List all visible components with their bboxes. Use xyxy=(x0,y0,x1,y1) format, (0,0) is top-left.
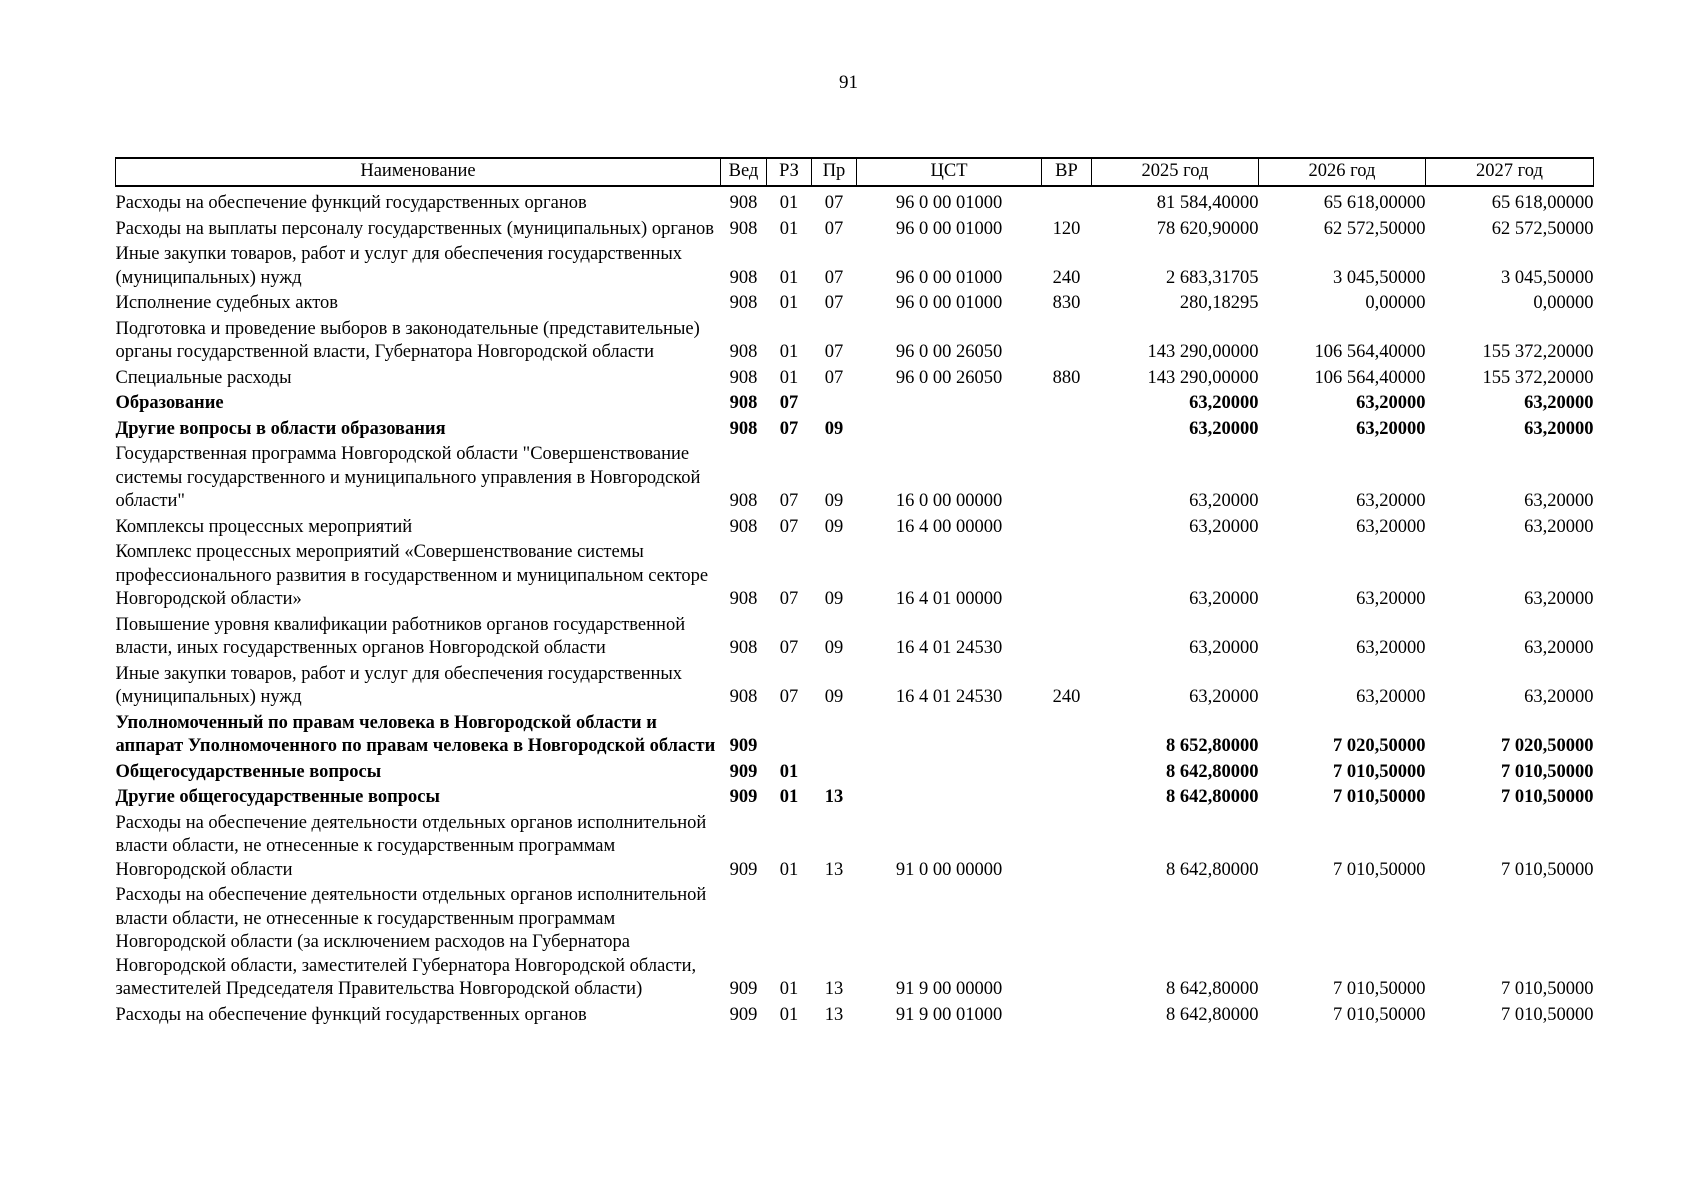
row-2025: 8 642,80000 xyxy=(1166,859,1259,880)
header-name: Наименование xyxy=(116,158,721,186)
row-2026: 65 618,00000 xyxy=(1323,193,1426,213)
row-2027: 63,20000 xyxy=(1524,418,1594,439)
table-row xyxy=(116,516,1594,542)
row-2025: 8 652,80000 xyxy=(1166,736,1259,756)
row-2025: 280,18295 xyxy=(1179,293,1259,313)
row-name: Расходы на обеспечение функций государственных органов xyxy=(115,193,587,213)
row-2026: 7 010,50000 xyxy=(1333,979,1426,999)
row-cst: 96 0 00 01000 xyxy=(895,267,1003,288)
row-vr xyxy=(1042,712,1092,761)
row-2025: 63,20000 xyxy=(1189,418,1259,439)
row-rz: 07 xyxy=(779,589,799,609)
row-name: Расходы на выплаты персоналу государственных (муниципальных) органов xyxy=(115,218,715,239)
row-2026: 7 010,50000 xyxy=(1333,787,1426,807)
table-row xyxy=(116,712,1594,761)
table-row xyxy=(116,884,1594,1004)
row-ved: 909 xyxy=(729,1004,758,1025)
row-pr: 09 xyxy=(824,638,844,658)
row-2026: 7 010,50000 xyxy=(1333,761,1426,782)
header-pr: Пр xyxy=(812,158,857,186)
row-2025: 63,20000 xyxy=(1189,393,1259,413)
row-vr xyxy=(1042,186,1092,218)
row-cst xyxy=(857,712,1042,761)
row-2027: 62 572,50000 xyxy=(1491,218,1594,239)
table-row xyxy=(116,761,1594,787)
row-2025: 143 290,00000 xyxy=(1147,367,1259,388)
row-rz: 01 xyxy=(779,367,799,388)
table-row xyxy=(116,186,1594,218)
row-vr xyxy=(1042,1004,1092,1030)
row-name: Расходы на обеспечение функций государственных органов xyxy=(115,1004,587,1025)
row-pr xyxy=(812,761,857,787)
header-rz: РЗ xyxy=(767,158,812,186)
row-pr: 13 xyxy=(824,859,844,880)
row-2027: 7 010,50000 xyxy=(1501,859,1594,880)
row-2026: 63,20000 xyxy=(1356,638,1426,658)
row-2027: 155 372,20000 xyxy=(1482,367,1594,388)
row-ved: 909 xyxy=(729,787,758,807)
row-ved: 908 xyxy=(729,342,758,362)
row-rz: 07 xyxy=(779,393,799,413)
row-vr xyxy=(1042,761,1092,787)
row-cst: 91 9 00 00000 xyxy=(895,979,1003,999)
row-2026: 63,20000 xyxy=(1356,393,1426,413)
row-rz: 01 xyxy=(779,193,799,213)
row-name: Повышение уровня квалификации работников органов государственной власти, иных государственных органов Новгородской области xyxy=(115,614,686,658)
row-name: Иные закупки товаров, работ и услуг для обеспечения государственных (муниципальных) нужд xyxy=(115,244,683,288)
row-2026: 7 010,50000 xyxy=(1333,859,1426,880)
row-rz: 01 xyxy=(779,293,799,313)
row-2027: 63,20000 xyxy=(1524,589,1594,609)
row-vr xyxy=(1042,884,1092,1004)
row-name: Расходы на обеспечение деятельности отдельных органов исполнительной власти области, не отнесенные к государственным программам Новгородской области (за исключением расходов на Губернатора Новгородской области, заместителей Губернатора Новгородской области, заместителей Председателя Правительства Новгородской области) xyxy=(115,885,707,999)
row-2026: 63,20000 xyxy=(1356,491,1426,511)
row-ved: 908 xyxy=(729,367,758,388)
table-row xyxy=(116,786,1594,812)
row-cst: 16 0 00 00000 xyxy=(895,491,1003,511)
row-2027: 155 372,20000 xyxy=(1482,342,1594,362)
row-rz: 01 xyxy=(779,267,799,288)
row-2026: 63,20000 xyxy=(1356,589,1426,609)
row-name: Образование xyxy=(115,393,224,413)
row-pr: 07 xyxy=(824,367,844,388)
row-name: Государственная программа Новгородской области "Совершенствование системы государственного и муниципального управления в Новгородской области" xyxy=(115,444,701,511)
row-cst: 16 4 00 00000 xyxy=(895,516,1003,537)
row-ved: 908 xyxy=(729,589,758,609)
header-cst: ЦСТ xyxy=(857,158,1042,186)
row-cst xyxy=(857,786,1042,812)
row-vr: 240 xyxy=(1052,267,1081,288)
row-rz: 01 xyxy=(779,761,799,782)
row-pr: 13 xyxy=(824,787,844,807)
row-cst xyxy=(857,761,1042,787)
table-header-row xyxy=(116,158,1594,186)
row-vr: 830 xyxy=(1052,293,1081,313)
row-2025: 8 642,80000 xyxy=(1166,1004,1259,1025)
row-2026: 7 010,50000 xyxy=(1333,1004,1426,1025)
table-row xyxy=(116,418,1594,444)
row-vr xyxy=(1042,418,1092,444)
row-2026: 106 564,40000 xyxy=(1314,342,1426,362)
row-ved: 909 xyxy=(729,979,758,999)
row-vr xyxy=(1042,392,1092,418)
row-vr xyxy=(1042,318,1092,367)
row-pr: 13 xyxy=(824,1004,844,1025)
row-cst: 96 0 00 26050 xyxy=(895,342,1003,362)
row-cst xyxy=(857,418,1042,444)
row-name: Другие вопросы в области образования xyxy=(115,418,446,439)
row-name: Иные закупки товаров, работ и услуг для обеспечения государственных (муниципальных) нужд xyxy=(115,663,683,707)
row-rz: 01 xyxy=(779,342,799,362)
row-ved: 908 xyxy=(729,293,758,313)
row-2026: 63,20000 xyxy=(1356,418,1426,439)
row-2027: 0,00000 xyxy=(1533,293,1594,313)
row-2025: 63,20000 xyxy=(1189,638,1259,658)
table-row xyxy=(116,812,1594,885)
row-rz: 07 xyxy=(779,491,799,511)
row-cst: 96 0 00 01000 xyxy=(895,293,1003,313)
table-row xyxy=(116,1004,1594,1030)
table-row xyxy=(116,318,1594,367)
row-vr xyxy=(1042,516,1092,542)
header-ved: Вед xyxy=(721,158,767,186)
row-2025: 8 642,80000 xyxy=(1166,787,1259,807)
row-2025: 8 642,80000 xyxy=(1166,979,1259,999)
row-2025: 78 620,90000 xyxy=(1156,218,1259,239)
row-2027: 3 045,50000 xyxy=(1501,267,1594,288)
row-2025: 63,20000 xyxy=(1189,491,1259,511)
row-2027: 63,20000 xyxy=(1524,516,1594,537)
row-cst: 91 0 00 00000 xyxy=(895,859,1003,880)
row-ved: 908 xyxy=(729,267,758,288)
row-rz xyxy=(767,712,812,761)
row-ved: 908 xyxy=(729,638,758,658)
row-pr xyxy=(812,712,857,761)
row-2026: 63,20000 xyxy=(1356,516,1426,537)
row-cst: 96 0 00 01000 xyxy=(895,218,1003,239)
row-2027: 7 020,50000 xyxy=(1501,736,1594,756)
header-2027: 2027 год xyxy=(1426,158,1594,186)
row-rz: 01 xyxy=(779,787,799,807)
header-2025: 2025 год xyxy=(1092,158,1259,186)
row-name: Расходы на обеспечение деятельности отдельных органов исполнительной власти области, не отнесенные к государственным программам Новгородской области xyxy=(115,812,707,880)
row-2025: 63,20000 xyxy=(1189,687,1259,707)
row-pr: 09 xyxy=(824,418,844,439)
row-cst xyxy=(857,392,1042,418)
row-vr: 880 xyxy=(1052,367,1081,388)
row-name: Уполномоченный по правам человека в Новгородской области и аппарат Уполномоченного по правам человека в Новгородской области xyxy=(115,712,716,756)
row-2025: 81 584,40000 xyxy=(1156,193,1259,213)
row-2026: 106 564,40000 xyxy=(1314,367,1426,388)
row-2025: 63,20000 xyxy=(1189,516,1259,537)
row-cst: 96 0 00 01000 xyxy=(895,193,1003,213)
row-pr: 07 xyxy=(824,218,844,239)
row-pr: 09 xyxy=(824,491,844,511)
row-name: Подготовка и проведение выборов в законодательные (представительные) органы государственной власти, Губернатора Новгородской области xyxy=(115,318,700,362)
row-vr xyxy=(1042,812,1092,885)
row-pr: 07 xyxy=(824,267,844,288)
row-cst: 16 4 01 24530 xyxy=(895,638,1003,658)
row-pr: 09 xyxy=(824,687,844,707)
row-name: Специальные расходы xyxy=(115,367,292,388)
row-2026: 3 045,50000 xyxy=(1333,267,1426,288)
row-cst: 96 0 00 26050 xyxy=(895,367,1003,388)
page-number: 91 xyxy=(839,72,858,93)
row-vr: 240 xyxy=(1052,687,1081,707)
row-ved: 909 xyxy=(729,736,758,756)
row-name: Другие общегосударственные вопросы xyxy=(115,787,440,807)
row-2027: 63,20000 xyxy=(1524,638,1594,658)
row-ved: 908 xyxy=(729,418,758,439)
row-2027: 7 010,50000 xyxy=(1501,1004,1594,1025)
row-pr: 13 xyxy=(824,979,844,999)
row-ved: 908 xyxy=(729,193,758,213)
table-row xyxy=(116,243,1594,292)
row-rz: 01 xyxy=(779,979,799,999)
row-vr: 120 xyxy=(1052,218,1081,239)
row-2026: 63,20000 xyxy=(1356,687,1426,707)
row-pr xyxy=(812,392,857,418)
row-name: Комплекс процессных мероприятий «Совершенствование системы профессионального развития в государственном и муниципальном секторе Новгородской области» xyxy=(115,542,709,609)
row-2027: 63,20000 xyxy=(1524,687,1594,707)
row-2025: 2 683,31705 xyxy=(1166,267,1259,288)
row-pr: 09 xyxy=(824,589,844,609)
row-rz: 01 xyxy=(779,1004,799,1025)
row-vr xyxy=(1042,614,1092,663)
row-vr xyxy=(1042,443,1092,516)
row-2027: 63,20000 xyxy=(1524,393,1594,413)
row-2026: 62 572,50000 xyxy=(1323,218,1426,239)
row-vr xyxy=(1042,786,1092,812)
table-row xyxy=(116,292,1594,318)
row-cst: 91 9 00 01000 xyxy=(895,1004,1003,1025)
row-2027: 7 010,50000 xyxy=(1501,979,1594,999)
row-name: Комплексы процессных мероприятий xyxy=(115,516,413,537)
table-row xyxy=(116,614,1594,663)
row-2025: 63,20000 xyxy=(1189,589,1259,609)
table-row xyxy=(116,541,1594,614)
row-name: Общегосударственные вопросы xyxy=(115,761,382,782)
row-cst: 16 4 01 24530 xyxy=(895,687,1003,707)
row-2025: 143 290,00000 xyxy=(1147,342,1259,362)
table-row xyxy=(116,367,1594,393)
row-pr: 07 xyxy=(824,193,844,213)
row-ved: 908 xyxy=(729,687,758,707)
row-pr: 09 xyxy=(824,516,844,537)
row-2026: 0,00000 xyxy=(1365,293,1426,313)
row-rz: 07 xyxy=(779,418,799,439)
row-pr: 07 xyxy=(824,342,844,362)
row-rz: 07 xyxy=(779,516,799,537)
row-2025: 8 642,80000 xyxy=(1166,761,1259,782)
row-ved: 908 xyxy=(729,218,758,239)
table-row xyxy=(116,663,1594,712)
table-row xyxy=(116,392,1594,418)
row-name: Исполнение судебных актов xyxy=(115,293,339,313)
row-ved: 908 xyxy=(729,516,758,537)
budget-table xyxy=(115,157,1594,1029)
row-2026: 7 020,50000 xyxy=(1333,736,1426,756)
row-ved: 909 xyxy=(729,859,758,880)
row-vr xyxy=(1042,541,1092,614)
table-body xyxy=(116,186,1594,1029)
row-rz: 01 xyxy=(779,218,799,239)
row-2027: 7 010,50000 xyxy=(1501,761,1594,782)
row-rz: 01 xyxy=(779,859,799,880)
row-2027: 7 010,50000 xyxy=(1501,787,1594,807)
row-cst: 16 4 01 00000 xyxy=(895,589,1003,609)
row-2027: 63,20000 xyxy=(1524,491,1594,511)
row-rz: 07 xyxy=(779,638,799,658)
row-ved: 908 xyxy=(729,393,758,413)
table-row xyxy=(116,443,1594,516)
header-vr: ВР xyxy=(1042,158,1092,186)
header-2026: 2026 год xyxy=(1259,158,1426,186)
row-ved: 909 xyxy=(729,761,758,782)
row-ved: 908 xyxy=(729,491,758,511)
row-pr: 07 xyxy=(824,293,844,313)
row-rz: 07 xyxy=(779,687,799,707)
row-2027: 65 618,00000 xyxy=(1491,193,1594,213)
table-row xyxy=(116,218,1594,244)
